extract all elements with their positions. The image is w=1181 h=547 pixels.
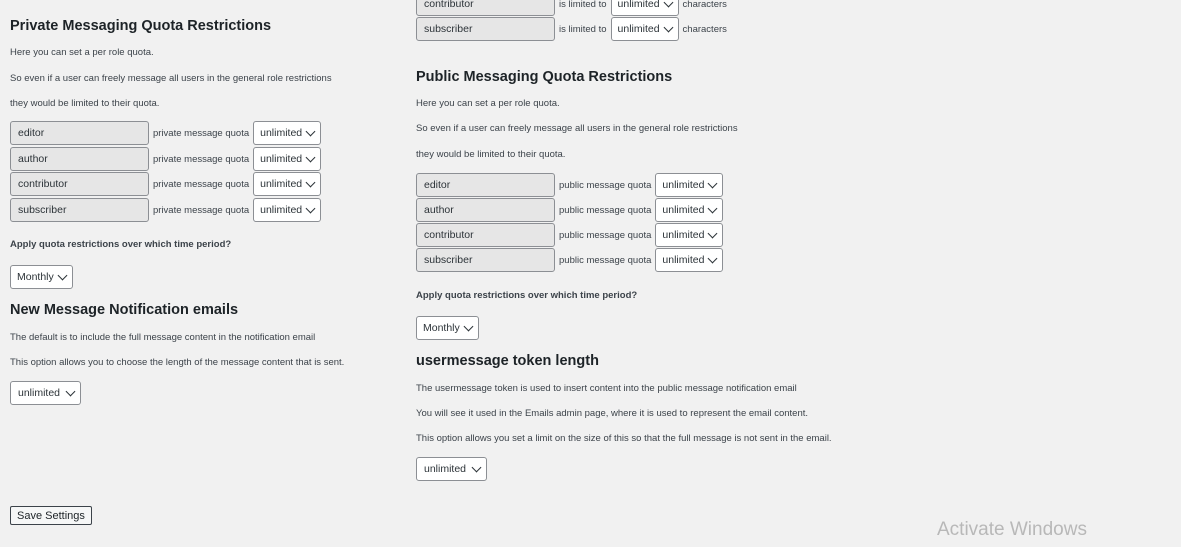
private-quota-select-subscriber[interactable]	[253, 198, 321, 222]
chevron-down-icon	[66, 387, 76, 397]
chevron-down-icon	[708, 254, 718, 264]
chevron-down-icon	[663, 0, 673, 7]
private-period-label: Apply quota restrictions over which time period?	[10, 239, 232, 250]
chevron-down-icon	[306, 204, 316, 214]
role-field-subscriber[interactable]: subscriber	[416, 17, 555, 41]
private-quota-row-editor	[10, 121, 321, 145]
private-quota-select-author[interactable]	[253, 147, 321, 171]
chevron-down-icon	[708, 204, 718, 214]
public-quota-label: public message quota	[559, 204, 652, 216]
select-value: unlimited	[662, 254, 705, 266]
private-period-select[interactable]	[10, 265, 73, 289]
public-quota-label: public message quota	[559, 179, 652, 191]
select-value: unlimited	[260, 178, 303, 190]
role-field-editor[interactable]: editor	[416, 173, 555, 197]
private-quota-row-subscriber	[10, 198, 321, 222]
select-value: Monthly	[17, 271, 54, 283]
public-period-label: Apply quota restrictions over which time period?	[416, 290, 638, 301]
role-field-contributor[interactable]: contributor	[10, 172, 149, 196]
token-desc-2: You will see it used in the Emails admin page, where it is used to represent the email content.	[416, 408, 809, 419]
public-quota-label: public message quota	[559, 229, 652, 241]
private-quota-label: private message quota	[153, 178, 250, 190]
notification-length-select[interactable]	[10, 381, 81, 405]
chevron-down-icon	[708, 229, 718, 239]
public-period-row	[416, 316, 479, 340]
char-limit-row-contributor	[416, 0, 731, 16]
chevron-down-icon	[306, 127, 316, 137]
select-value: unlimited	[662, 204, 705, 216]
role-field-author[interactable]: author	[10, 147, 149, 171]
private-quota-title: Private Messaging Quota Restrictions	[10, 18, 272, 34]
select-value: Monthly	[423, 322, 460, 334]
public-quota-row-subscriber	[416, 248, 723, 272]
notification-desc-2: This option allows you to choose the length of the message content that is sent.	[10, 357, 345, 368]
select-value: unlimited	[260, 127, 303, 139]
char-limit-label: is limited to	[559, 23, 607, 35]
private-quota-desc-2: So even if a user can freely message all users in the general role restrictions	[10, 73, 332, 84]
chevron-down-icon	[472, 463, 482, 473]
public-quota-select-subscriber[interactable]	[655, 248, 723, 272]
public-quota-select-author[interactable]	[655, 198, 723, 222]
private-quota-label: private message quota	[153, 127, 250, 139]
public-quota-row-editor	[416, 173, 723, 197]
private-quota-desc-1: Here you can set a per role quota.	[10, 47, 154, 58]
char-limit-select-contributor[interactable]	[611, 0, 679, 16]
private-quota-label: private message quota	[153, 204, 250, 216]
public-period-select[interactable]	[416, 316, 479, 340]
select-value: unlimited	[662, 229, 705, 241]
token-title: usermessage token length	[416, 353, 599, 369]
select-value: unlimited	[424, 463, 467, 475]
role-field-author[interactable]: author	[416, 198, 555, 222]
public-quota-desc-3: they would be limited to their quota.	[416, 149, 566, 160]
public-quota-row-contributor	[416, 223, 723, 247]
select-value: unlimited	[260, 204, 303, 216]
chevron-down-icon	[306, 153, 316, 163]
char-limit-suffix: characters	[682, 0, 727, 10]
public-quota-row-author	[416, 198, 723, 222]
notification-row	[10, 381, 81, 405]
private-quota-label: private message quota	[153, 153, 250, 165]
private-quota-select-contributor[interactable]	[253, 172, 321, 196]
private-quota-row-author	[10, 147, 321, 171]
role-field-contributor[interactable]: contributor	[416, 223, 555, 247]
select-value: unlimited	[617, 23, 660, 35]
char-limit-select-subscriber[interactable]	[611, 17, 679, 41]
role-field-contributor[interactable]: contributor	[416, 0, 555, 16]
public-quota-desc-2: So even if a user can freely message all users in the general role restrictions	[416, 123, 738, 134]
role-field-editor[interactable]: editor	[10, 121, 149, 145]
chevron-down-icon	[663, 23, 673, 33]
notification-title: New Message Notification emails	[10, 302, 239, 318]
notification-desc-1: The default is to include the full message content in the notification email	[10, 332, 316, 343]
char-limit-row-subscriber	[416, 17, 731, 41]
private-quota-select-editor[interactable]	[253, 121, 321, 145]
private-period-row	[10, 265, 73, 289]
private-quota-row-contributor	[10, 172, 321, 196]
public-quota-select-editor[interactable]	[655, 173, 723, 197]
public-quota-label: public message quota	[559, 254, 652, 266]
chevron-down-icon	[463, 322, 473, 332]
chevron-down-icon	[57, 271, 67, 281]
token-desc-1: The usermessage token is used to insert content into the public message notification email	[416, 383, 797, 394]
select-value: unlimited	[617, 0, 660, 10]
private-quota-desc-3: they would be limited to their quota.	[10, 98, 160, 109]
save-settings-button[interactable]: Save Settings	[10, 506, 92, 525]
public-quota-desc-1: Here you can set a per role quota.	[416, 98, 560, 109]
char-limit-label: is limited to	[559, 0, 607, 10]
role-field-subscriber[interactable]: subscriber	[10, 198, 149, 222]
role-field-subscriber[interactable]: subscriber	[416, 248, 555, 272]
select-value: unlimited	[662, 179, 705, 191]
chevron-down-icon	[306, 178, 316, 188]
char-limit-suffix: characters	[682, 23, 727, 35]
public-quota-select-contributor[interactable]	[655, 223, 723, 247]
token-length-select[interactable]	[416, 457, 487, 481]
public-quota-title: Public Messaging Quota Restrictions	[416, 69, 673, 85]
select-value: unlimited	[18, 387, 61, 399]
token-desc-3: This option allows you set a limit on the size of this so that the full message is not sent in the email.	[416, 433, 832, 444]
chevron-down-icon	[708, 179, 718, 189]
token-row	[416, 457, 487, 481]
activate-windows-watermark: Activate Windows	[937, 519, 1087, 540]
select-value: unlimited	[260, 153, 303, 165]
